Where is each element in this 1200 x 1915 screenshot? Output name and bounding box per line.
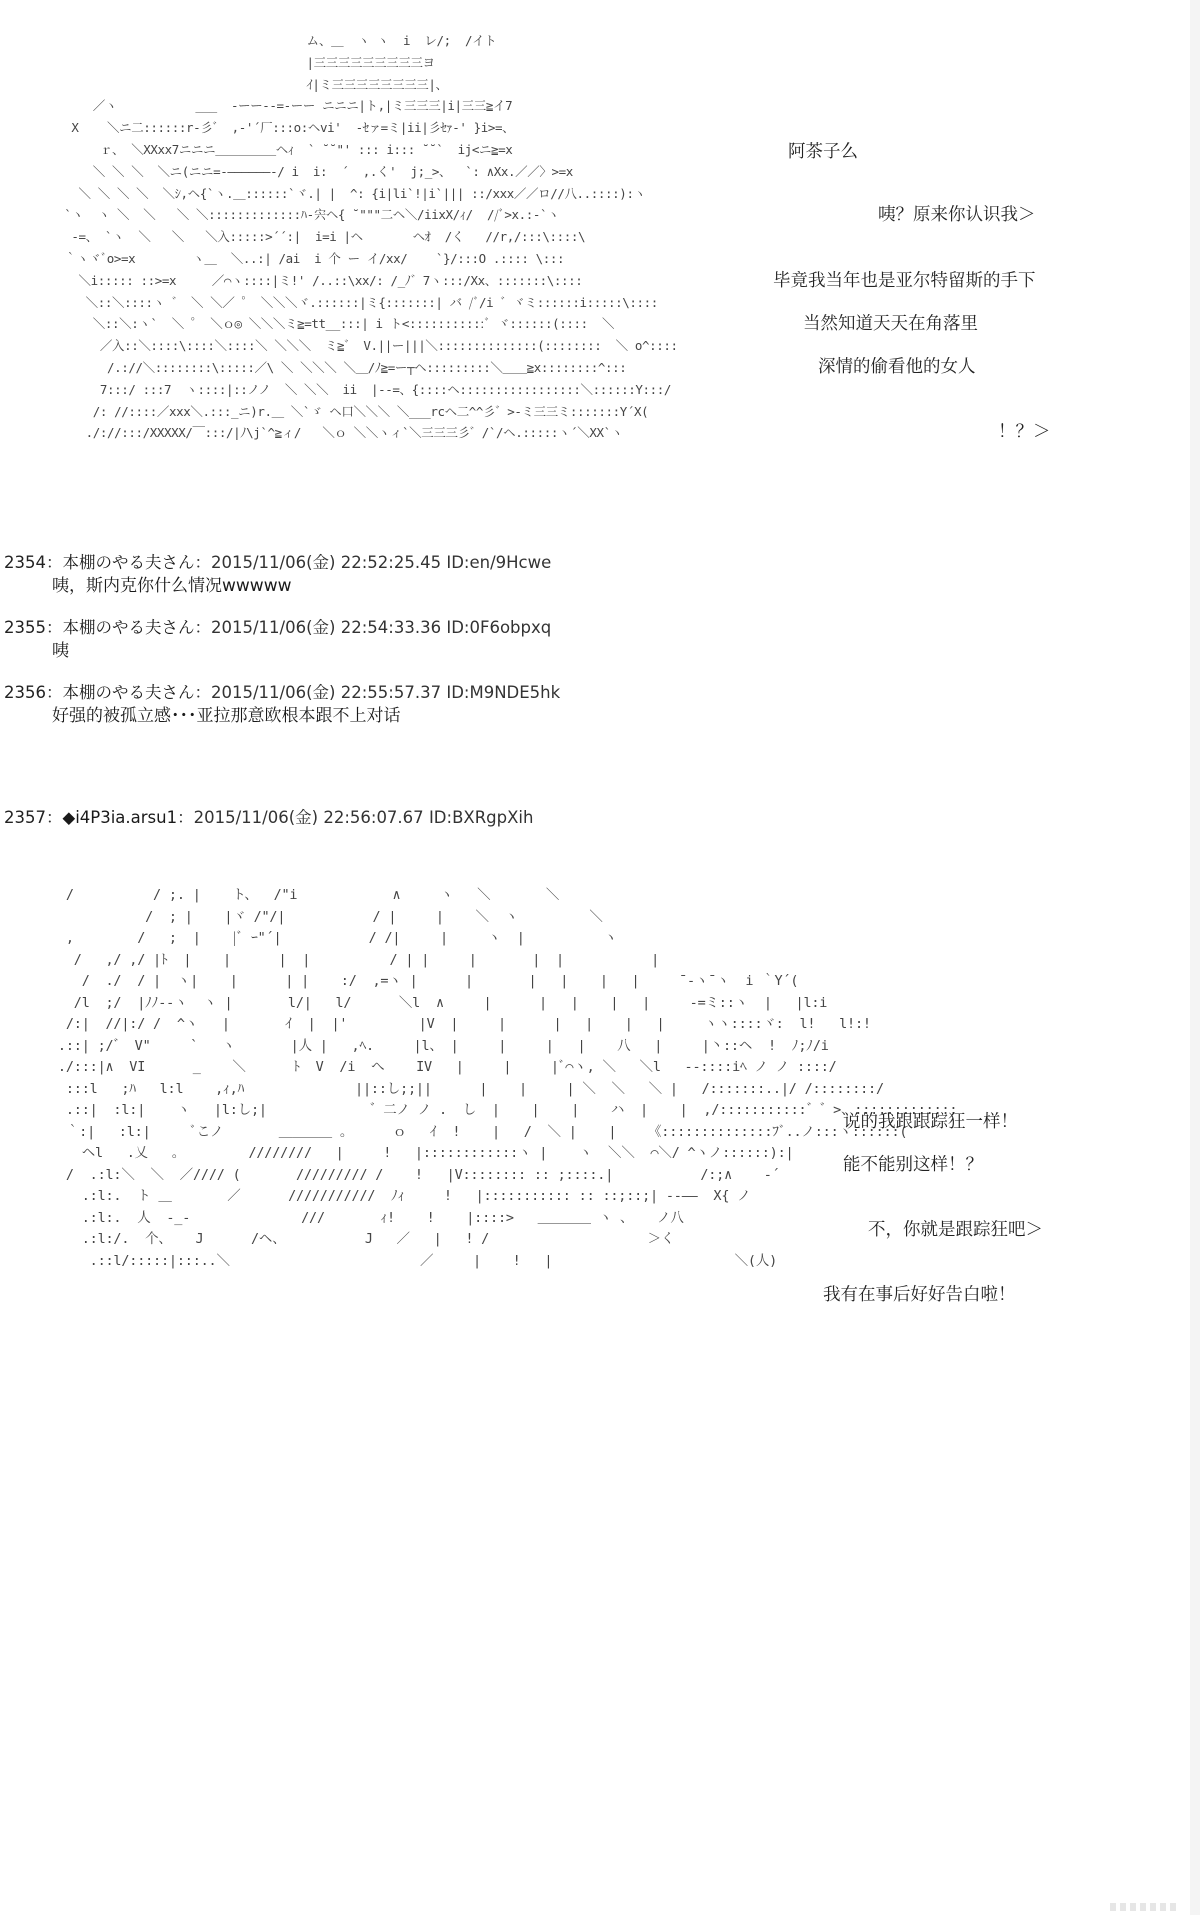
post-header-2356: 2356：本棚のやる夫さん：2015/11/06(金) 22:55:57.37 ID:M9NDE5hk (4, 683, 561, 702)
dialogue-line-2: 咦？原来你认识我＞ (878, 205, 1036, 225)
post-header-2357: 2357：◆i4P3ia.arsu1：2015/11/06(金) 22:56:07.67 ID:BXRgpXih (4, 808, 534, 827)
poster-id: ID:0F6obpxq (446, 618, 552, 637)
poster-id: ID:en/9Hcwe (446, 553, 552, 572)
dialogue-line-5: 深情的偷看他的女人 (818, 357, 976, 377)
post-date: 2015/11/06(金) 22:55:57.37 (211, 683, 442, 702)
dialogue-line-4: 当然知道天天在角落里 (803, 314, 978, 334)
dialogue-line-1: 阿茶子么 (788, 142, 858, 162)
post-date: 2015/11/06(金) 22:52:25.45 (211, 553, 442, 572)
poster-id: ID:BXRgpXih (428, 808, 534, 827)
dialogue-line-9: 不，你就是跟踪狂吧＞ (868, 1220, 1043, 1240)
dialogue-line-8: 能不能别这样！？ (843, 1155, 983, 1175)
post-body-2356: 好强的被孤立感･･･亚拉那意欧根本跟不上对话 (52, 706, 401, 726)
poster-name: 本棚のやる夫さん (62, 618, 195, 637)
poster-name: 本棚のやる夫さん (62, 683, 195, 702)
dialogue-line-10: 我有在事后好好告白啦！ (823, 1285, 1016, 1305)
post-header-2354: 2354：本棚のやる夫さん：2015/11/06(金) 22:52:25.45 ID:en/9Hcwe (4, 553, 552, 572)
dialogue-line-3: 毕竟我当年也是亚尔特留斯的手下 (773, 271, 1036, 291)
dialogue-line-6: ！？＞ (998, 422, 1051, 442)
post-number: 2354 (4, 553, 46, 572)
post-body-2354: 咦，斯内克你什么情况wwwww (52, 576, 292, 596)
post-date: 2015/11/06(金) 22:56:07.67 (193, 808, 424, 827)
post-number: 2355 (4, 618, 46, 637)
dialogue-line-7: 说的我跟跟踪狂一样！ (843, 1112, 1018, 1132)
post-body-2355: 咦 (52, 641, 69, 661)
post-header-2355: 2355：本棚のやる夫さん：2015/11/06(金) 22:54:33.36 ID:0F6obpxq (4, 618, 552, 637)
ascii-art-panel-2: / / ;. | ト、 /"i ∧ ヽ ＼ ＼ / ; | |ヾ /"/| / | | ＼ ヽ ＼ , / ; | |ﾞ ｰ"´| / /| | ヽ | ヽ / ,/ ,/ |ﾄ | | | | / | | | | | | / ./ / | ヽ| | | | :/ ,=ヽ | | | | | | ¯‐ヽ¯ヽ i ｀Y´( /l ;/ |ﾉﾉ‐‐ヽ ヽ | l/| l/ ＼l ∧ | | | | | ‐=ミ::ヽ | |l:i /:| //|:/ / ^ヽ | ｲ | |' |V | | | | | | ヽヽ::::ヾ: l! l!:! .::| ;/゛ V" ` ヽ |人 | ,ﾍ. |l、 | | | | 八 | |丶::ヘ ! ﾉ;ﾉ/i ./:::|∧ VI _ ＼ ﾄ V /i へ IV | | |ﾞ⌒ヽ, ＼ ＼l -‐::::iﾍ ノ ノ ::::/ :::l ;ﾊ l:l ,ｨ,ﾊ ||::し;;|| | | | ＼ ＼ ＼ | /:::::::..|/ /::::::::/ .::| :l:| ヽ |l:し;| ゛二ノ ノ . し | | | ハ | | ,/:::::::::::゛゛>、::::::::::::: ｀:| :l:| ﾞこノ ＿＿＿＿ 。 ｏ ｲ ! | / ＼ | | 《::::::::::::::ﾌﾞ..ノ:::ヽ::::::( ヘl .乂 。 //////// | ! |::::::::::::ヽ | ヽ ＼＼ ⌒＼/ ^ヽノ::::::):| / .:l:＼ ＼ ／//// ( ///////// / ! |V:::::::: :: ;::::.| /:;∧ ‐´ .:l:. ト ＿ ／ /////////// ﾉｨ ! |::::::::::: :: ::;::;| ‐‐―― X{ ノ .:l:. 人 ‐_‐ /// ｨ! ! |::::> ＿＿＿＿ ヽ 、 ノ八 .:l:/. 个、 J /ヘ、 J ／ | ! / ＞く .::l/:::::|:::..＼ ／ | ! | ＼(人) (57, 887, 958, 1269)
scan-right-edge (1190, 0, 1200, 1915)
scan-watermark-mark (1110, 1903, 1180, 1911)
post-number: 2356 (4, 683, 46, 702)
poster-name: 本棚のやる夫さん (62, 553, 195, 572)
ascii-art-panel-1: ム、＿ ヽ ヽ i レ/; /イト |三三三三三三三三三ヨ ｲ|ミ三三三三三三三三|、 ／ヽ ___ ‐ーー‐‐=‐ーー ニニニ|ト,|ミ三三三|i|三三≧イ7 X ＼ニ二::::::r‐彡゛ ,‐'´厂:::o:ヘvi' ‐ｾァ=ミ|ii|彡ｾｧ‐' }i>=、 ｒ、 ＼XXxx7ニニニ＿＿＿＿＿ヘｨ ` ˘˘"' ::: i::: ˘˘` ij<ニ≧=x ＼ ＼ ＼ ＼ニ(ニニ=‐――――――‐/ i i: ´ ,.く' j;_>、 `: ∧Xx.／／〉>=x ＼ ＼ ＼ ＼ ＼ｼ,ヘ{`ヽ.＿::::::`ヾ.| | ^: {i|li`!|i`||| ::/xxx／／ロ//八..::::):ヽ `ヽ ヽ ＼ ＼ ＼ ＼:::::::::::::ﾊ‐宍ヘ{ ˘"""二ヘ＼/iixX/ｨ/ //ﾞ>x.:‐`ヽ ‐=、 `ヽ ＼ ＼ ＼入:::::>´´:| i=i |ヘ ヘｵ /く //r,/:::\::::\ ｀ヽヾﾞo>=x ヽ＿ ＼..:| /ai i 个 ー イ/xx/ `}/:::O .:::: \::: ＼i::::: ::>=x ／⌒ヽ::::|ミ!' /..::\xx/: /_ﾉ゛7ヽ:::/Xx、:::::::\:::: ＼::＼::::ヽ ゛ ＼ ＼／ ゜ ＼＼＼ヾ.::::::|ミ{:::::::| バ /ﾞ/i ゛ヾミ::::::i:::::\:::: ＼::＼:ヽ` ＼ ゜ ＼ｏ◎ ＼＼＼ミ≧=tt__:::| i ト<:::::::::::ﾞ ヾ::::::(:::: ＼ ／入::＼::::\::::＼::::＼ ＼＼＼ ミ≧゛ V.||ー|||＼::::::::::::::(:::::::: ＼ o^:::: /.://＼::::::::\:::::／\ ＼ ＼＼＼ ＼＿/ﾉ≧=ー┬ヘ:::::::::＼＿＿≧x::::::::^::: 7:::/ :::7 ヽ::::|::ノノ ＼ ＼＼ ii |‐‐=、{::::ヘ:::::::::::::::::＼::::::Y:::/ /: //::::／xxx＼.:::_ニ)r.＿ ＼`ゞ ヘ口＼＼＼ ＼___rcヘ二^^彡゛>‐ミ三三ミ:::::::Y´X( ./://:::/XXXXX/￣:::/|ﾉ\j`^≧ィ/ ＼ｏ ＼＼ヽィ`＼三三三彡゛/`/ヘ.:::::ヽ´＼XX`ヽ (64, 33, 678, 441)
poster-trip: ◆i4P3ia.arsu1 (62, 808, 178, 827)
poster-id: ID:M9NDE5hk (446, 683, 561, 702)
post-number: 2357 (4, 808, 46, 827)
post-date: 2015/11/06(金) 22:54:33.36 (211, 618, 442, 637)
